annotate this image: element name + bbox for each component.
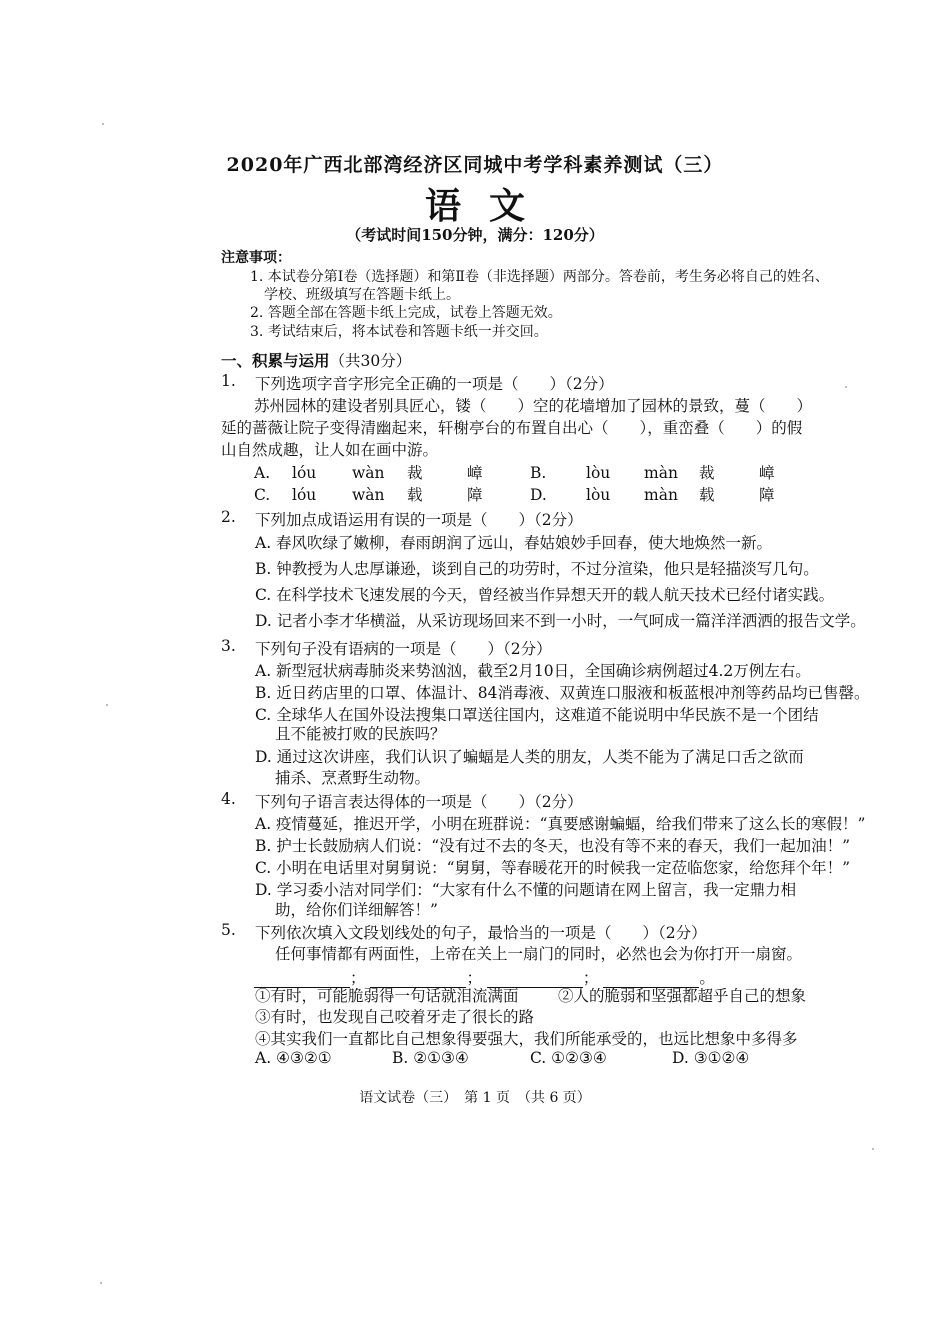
question-passage: 任何事情都有两面性，上帝在关上一扇门的同时，必然也会为你打开一扇窗。: [275, 945, 803, 963]
question-stem: 下列依次填入文段划线处的句子，最恰当的一项是（ ）（2分）: [255, 924, 707, 942]
section-score: （共30分）: [329, 352, 412, 370]
scan-speck: [102, 123, 104, 125]
question-stem: 下列加点成语运用有误的一项是（ ）（2分）: [255, 511, 583, 529]
answer-option-a: A. 新型冠状病毒肺炎来势汹汹，截至2月10日，全国确诊病例超过4.2万例左右。: [255, 662, 811, 680]
answer-option-c-cont: 且不能被打败的民族吗？: [275, 725, 446, 743]
section-heading: [221, 349, 411, 371]
note-item: 2. 答题全部在答题卡纸上完成，试卷上答题无效。: [250, 305, 562, 321]
answer-option-a: A. 春风吹绿了嫩柳，春雨朗润了远山，春姑娘妙手回春，使大地焕然一新。: [255, 534, 773, 552]
sentence-item: ③有时，也发现自己咬着牙走了很长的路: [255, 1008, 535, 1026]
scan-speck: [100, 1282, 102, 1284]
note-item: 学校、班级填写在答题卡纸上。: [264, 287, 460, 303]
subject-heading: 语文: [424, 185, 553, 227]
sentence-item: ①有时，可能脆弱得一句话就泪流满面: [255, 987, 519, 1005]
answer-option-b: B. 护士长鼓励病人们说：“没有过不去的冬天，也没有等不来的春天，我们一起加油！”: [255, 837, 851, 855]
question-number: 1.: [221, 372, 236, 390]
scan-speck: [872, 1148, 874, 1150]
scan-speck: [106, 704, 108, 706]
answer-option-a: A. ④③②①: [255, 1049, 332, 1067]
fill-in-blanks: ； ； ； 。: [254, 966, 715, 988]
answer-option-c: C. lóu wàn 载 障: [254, 486, 483, 504]
scan-speck: [845, 386, 847, 388]
sentence-item: ②人的脆弱和坚强都超乎自己的想象: [558, 987, 807, 1005]
exam-info: （考试时间150分钟，满分：120分）: [346, 226, 604, 244]
note-item: 3. 考试结束后，将本试卷和答题卡纸一并交回。: [250, 324, 548, 340]
question-passage: 延的蔷薇让院子变得清幽起来，轩榭亭台的布置自出心（ ），重峦叠（ ）的假: [221, 419, 803, 437]
section-title: 一、积累与运用: [221, 351, 330, 370]
question-passage: 山自然成趣，让人如在画中游。: [221, 441, 439, 459]
answer-option-b: B. 近日药店里的口罩、体温计、84消毒液、双黄连口服液和板蓝根冲剂等药品均已售罄。: [255, 684, 870, 702]
question-number: 5.: [221, 921, 236, 939]
question-number: 2.: [221, 508, 236, 526]
sentence-item: ④其实我们一直都比自己想象得要强大，我们所能承受的，也远比想象中多得多: [255, 1030, 798, 1048]
question-stem: 下列句子语言表达得体的一项是（ ）（2分）: [255, 793, 583, 811]
answer-option-c: C. 在科学技术飞速发展的今天，曾经被当作异想天开的载人航天技术已经付诸实践。: [255, 586, 835, 604]
answer-option-d: D. 通过这次讲座，我们认识了蝙蝠是人类的朋友，人类不能为了满足口舌之欲而: [255, 748, 804, 766]
answer-option-d: D. 记者小李才华横溢，从采访现场回来不到一小时，一气呵成一篇洋洋洒洒的报告文学。: [255, 612, 866, 630]
page-footer: 语文试卷（三） 第 1 页 （共 6 页）: [359, 1090, 591, 1106]
answer-option-c: C. 全球华人在国外设法搜集口罩送往国内，这难道不能说明中华民族不是一个团结: [255, 706, 819, 724]
question-stem: 下列句子没有语病的一项是（ ）（2分）: [255, 640, 552, 658]
answer-option-a: A. 疫情蔓延，推迟开学，小明在班群说：“真要感谢蝙蝠，给我们带来了这么长的寒假！”: [255, 815, 866, 833]
answer-option-d-cont: 助，给你们详细解答！”: [275, 901, 438, 919]
answer-option-d-cont: 捕杀、烹煮野生动物。: [275, 769, 431, 787]
exam-title: 2020年广西北部湾经济区同城中考学科素养测试（三）: [226, 154, 724, 176]
answer-option-b: B. ②①③④: [392, 1049, 469, 1067]
note-item: 1. 本试卷分第Ⅰ卷（选择题）和第Ⅱ卷（非选择题）两部分。答卷前，考生务必将自己的姓名、: [250, 269, 829, 285]
answer-option-b: B. lòu màn 裁 嶂: [530, 464, 775, 482]
question-number: 4.: [221, 790, 236, 808]
answer-option-d: D. lòu màn 载 障: [530, 486, 775, 504]
answer-option-b: B. 钟教授为人忠厚谦逊，谈到自己的功劳时，不过分渲染，他只是轻描淡写几句。: [255, 560, 819, 578]
answer-option-c: C. 小明在电话里对舅舅说：“舅舅，等春暖花开的时候我一定莅临您家，给您拜个年！”: [255, 859, 851, 877]
question-number: 3.: [221, 637, 236, 655]
notes-heading: 注意事项：: [221, 250, 291, 266]
answer-option-c: C. ①②③④: [530, 1049, 607, 1067]
answer-option-d: D. 学习委小洁对同学们：“大家有什么不懂的问题请在网上留言，我一定鼎力相: [255, 881, 797, 899]
question-passage: 苏州园林的建设者别具匠心，镂（ ）空的花墙增加了园林的景致，蔓（ ）: [254, 397, 813, 415]
answer-option-a: A. lóu wàn 裁 嶂: [254, 464, 483, 482]
answer-option-d: D. ③①②④: [672, 1049, 750, 1067]
question-stem: 下列选项字音字形完全正确的一项是（ ）（2分）: [255, 375, 614, 393]
